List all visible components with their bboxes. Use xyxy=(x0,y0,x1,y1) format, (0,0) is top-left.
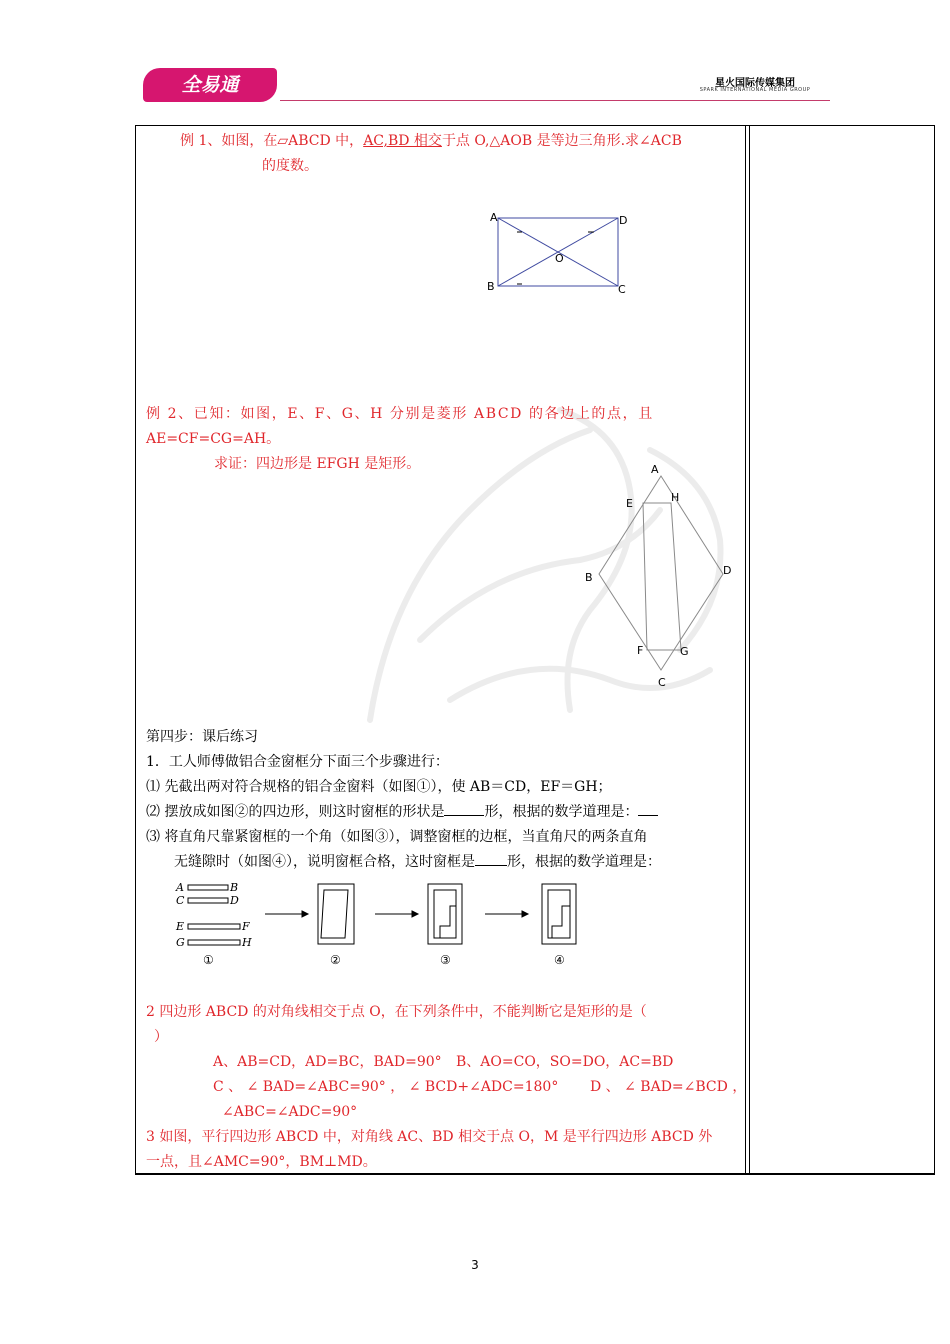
q1-part1: ⑴ 先截出两对符合规格的铝合金窗料（如图①），使 AB＝CD，EF＝GH； xyxy=(146,779,612,795)
q1-part3: ⑶ 将直角尺靠紧窗框的一个角（如图③），调整窗框的边框，当直角尺的两条直角 xyxy=(146,829,648,845)
table-top-border xyxy=(135,125,935,126)
q3-line1: 3 如图，平行四边形 ABCD 中，对角线 AC、BD 相交于点 O，M 是平行四边形 ABCD 外 xyxy=(146,1129,713,1145)
example2-line2: AE=CF=CG=AH。 xyxy=(146,431,281,447)
svg-text:③: ③ xyxy=(440,953,451,967)
table-column-divider-inner xyxy=(749,125,750,1175)
svg-text:A: A xyxy=(176,881,184,894)
label-O: O xyxy=(555,252,564,265)
q2-option-b: B、AO=CO，SO=DO，AC=BD xyxy=(456,1054,674,1070)
q2-option-c: C 、 ∠ BAD=∠ABC=90° ， ∠ BCD+∠ADC=180° xyxy=(213,1079,559,1095)
table-left-border xyxy=(135,125,136,1175)
q2-line1: 2 四边形 ABCD 的对角线相交于点 O，在下列条件中，不能判断它是矩形的是（ xyxy=(146,1004,647,1020)
svg-text:①: ① xyxy=(203,953,214,967)
q1-part4: 无缝隙时（如图④），说明窗框合格，这时窗框是 形，根据的数学道理是： xyxy=(174,850,746,874)
q3-line2: 一点，且∠AMC=90°，BM⊥MD。 xyxy=(146,1154,377,1170)
q1-intro: 1．工人师傅做铝合金窗框分下面三个步骤进行： xyxy=(146,754,449,770)
svg-text:D: D xyxy=(230,894,239,907)
svg-text:②: ② xyxy=(330,953,341,967)
rhombus-diagram xyxy=(575,458,745,698)
label-C: C xyxy=(618,283,626,296)
page-number: 3 xyxy=(471,1258,479,1272)
svg-text:F: F xyxy=(242,920,250,933)
label-G: G xyxy=(680,645,689,658)
label-A: A xyxy=(651,463,659,476)
q2-line2: ） xyxy=(154,1029,168,1045)
window-frame-figures xyxy=(170,878,610,970)
label-B: B xyxy=(487,280,495,293)
example1-line1: 例 1、如图，在▱ABCD 中，AC,BD 相交于点 O,△AOB 是等边三角形.求∠ACB xyxy=(180,133,682,149)
header-divider xyxy=(280,100,830,101)
q2-option-d: D 、 ∠ BAD=∠BCD ， xyxy=(590,1079,747,1095)
example1-line2: 的度数。 xyxy=(262,158,318,174)
svg-text:B: B xyxy=(230,881,239,894)
label-F: F xyxy=(637,644,644,657)
label-B: B xyxy=(585,571,593,584)
logo: 全易通 xyxy=(143,68,277,102)
svg-text:C: C xyxy=(176,894,185,907)
label-E: E xyxy=(626,497,633,510)
rectangle-diagram xyxy=(484,210,634,300)
step4-title: 第四步：课后练习 xyxy=(146,729,258,745)
label-D: D xyxy=(723,564,732,577)
svg-text:H: H xyxy=(242,936,252,949)
svg-text:④: ④ xyxy=(554,953,565,967)
table-right-border xyxy=(934,125,935,1175)
table-column-divider xyxy=(745,125,746,1175)
q1-part2: ⑵ 摆放成如图②的四边形，则这时窗框的形状是 形，根据的数学道理是： xyxy=(146,800,746,824)
answer-blank[interactable] xyxy=(638,801,658,816)
example2-line1: 例 2、已知：如图，E、F、G、H 分别是菱形 ABCD 的各边上的点，且 xyxy=(146,406,654,422)
answer-blank[interactable] xyxy=(475,851,507,866)
label-C: C xyxy=(658,676,666,689)
svg-text:G: G xyxy=(176,936,185,949)
label-H: H xyxy=(671,491,680,504)
brand-subtitle: SPARK INTERNATIONAL MEDIA GROUP xyxy=(699,87,811,93)
label-D: D xyxy=(619,214,628,227)
answer-blank[interactable] xyxy=(444,801,484,816)
svg-text:E: E xyxy=(176,920,185,933)
q2-option-a: A、AB=CD，AD=BC，BAD=90° xyxy=(213,1054,442,1070)
q2-option-d-cont: ∠ABC=∠ADC=90° xyxy=(222,1104,358,1120)
brand-name: 星火国际传媒集团 xyxy=(715,78,795,89)
label-A: A xyxy=(490,211,498,224)
example2-line3: 求证：四边形是 EFGH 是矩形。 xyxy=(214,456,421,472)
